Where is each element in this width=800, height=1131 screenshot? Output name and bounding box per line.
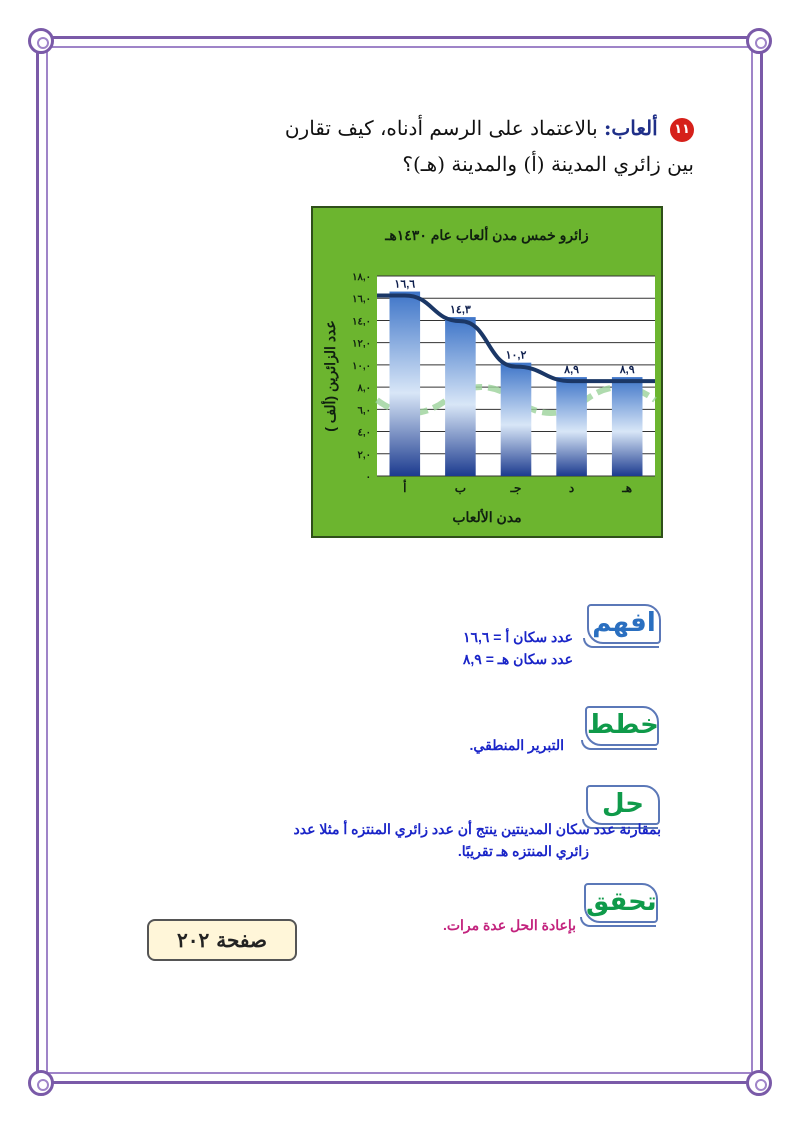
y-tick-label: ٢,٠: [357, 449, 371, 461]
y-tick-label: ١٤,٠: [352, 316, 371, 328]
bar: [390, 292, 421, 476]
x-tick-label: جـ: [510, 481, 522, 495]
solve-line: بمقارنة عدد سكان المدينتين ينتج أن عدد زائري المنتزه أ مثلا عدد: [293, 821, 661, 837]
y-tick-label: ٠: [365, 472, 371, 483]
x-tick-label: أ: [403, 481, 407, 495]
question-text-2: بين زائري المدينة (أ) والمدينة (هـ)؟: [402, 152, 694, 176]
understand-line: عدد سكان هـ = ٨,٩: [462, 651, 573, 667]
chart-svg: [311, 206, 663, 538]
bar: [612, 377, 643, 476]
page-number: صفحة ٢٠٢: [177, 928, 267, 952]
x-axis-label: مدن الألعاب: [452, 509, 522, 525]
check-tag: [584, 883, 658, 923]
question-line-1: [134, 110, 694, 146]
y-tick-label: ١٠,٠: [352, 360, 371, 372]
x-tick-label: د: [568, 481, 575, 495]
y-tick-label: ٤,٠: [357, 427, 371, 439]
solve-label: حل: [602, 789, 644, 819]
data-label: ٨,٩: [564, 364, 580, 377]
question-number: ١١: [670, 118, 694, 142]
x-tick-label: ب: [454, 481, 467, 495]
data-label: ١٦,٦: [394, 278, 416, 291]
understand-label: افهم: [592, 608, 656, 638]
y-tick-label: ٨,٠: [357, 383, 371, 395]
corner-ornament: [746, 28, 772, 54]
x-tick-label: هـ: [622, 481, 633, 495]
check-label: تحقق: [586, 887, 657, 917]
y-tick-label: ١٦,٠: [352, 294, 371, 306]
chart-title: زائرو خمس مدن ألعاب عام ١٤٣٠هـ: [385, 227, 589, 243]
y-tick-label: ١٢,٠: [352, 338, 371, 350]
bar: [501, 363, 532, 476]
corner-ornament: [28, 28, 54, 54]
bar: [556, 377, 587, 476]
data-label: ١٤,٣: [450, 304, 471, 317]
bar-chart: [311, 206, 663, 538]
y-tick-label: ٦,٠: [357, 405, 371, 417]
corner-ornament: [746, 1070, 772, 1096]
understand-line: عدد سكان أ = ١٦,٦: [462, 629, 573, 645]
data-label: ٨,٩: [619, 364, 635, 377]
page-number-box: [147, 919, 297, 961]
y-axis-label: عدد الزائرين (ألف ): [322, 320, 338, 432]
bar: [445, 317, 476, 476]
understand-tag: [587, 604, 661, 644]
understand-text: [273, 626, 573, 670]
y-tick-label: ١٨,٠: [352, 272, 371, 283]
plan-label: خطط: [587, 710, 659, 740]
check-text: بإعادة الحل عدة مرات.: [442, 917, 576, 933]
corner-ornament: [28, 1070, 54, 1096]
plan-tag: [585, 706, 659, 746]
question-title: ألعاب:: [604, 116, 658, 140]
question-block: [134, 110, 694, 182]
question-text-1: بالاعتماد على الرسم أدناه، كيف تقارن: [284, 116, 598, 140]
plan-text: التبرير المنطقي.: [469, 737, 564, 753]
data-label: ١٠,٢: [505, 349, 527, 362]
solve-text: [91, 818, 661, 862]
solve-line: زائري المنتزه هـ تقريبًا.: [457, 843, 589, 859]
